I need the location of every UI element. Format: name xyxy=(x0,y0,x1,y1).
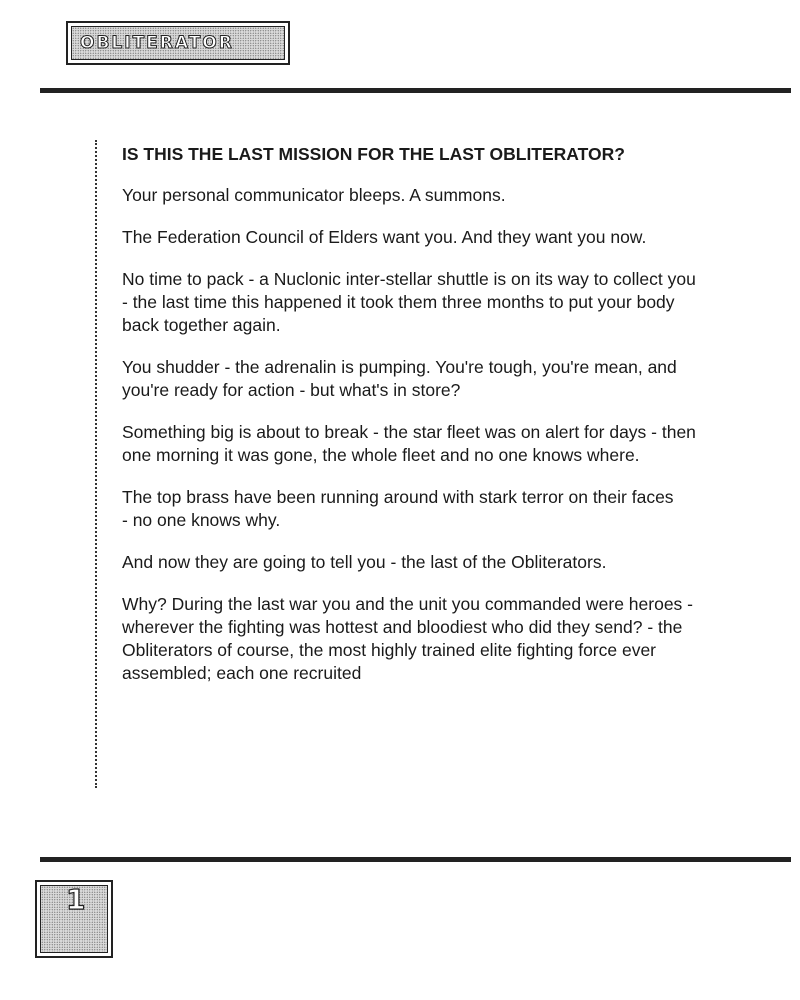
page-number: 1 xyxy=(66,883,86,916)
article-body xyxy=(122,143,742,704)
paragraph: Why? During the last war you and the unit you commanded were heroes - wherever the fighting was hottest and bloodiest who did they send? - the Obliterators of course, the most highly trained elite fighting force ever assembled; each one recruited xyxy=(122,594,693,683)
paragraph: The Federation Council of Elders want you. And they want you now. xyxy=(122,227,647,247)
paragraph: You shudder - the adrenalin is pumping. You're tough, you're mean, and you're ready for action - but what's in store? xyxy=(122,357,677,400)
bottom-rule xyxy=(40,857,791,862)
paragraph: No time to pack - a Nuclonic inter-stellar shuttle is on its way to collect you - the last time this happened it took them three months to put your body back together again. xyxy=(122,269,696,335)
page-number-box xyxy=(35,880,113,958)
article-heading: IS THIS THE LAST MISSION FOR THE LAST OBLITERATOR? xyxy=(122,144,625,164)
margin-dotted-line xyxy=(95,140,97,788)
paragraph: And now they are going to tell you - the last of the Obliterators. xyxy=(122,552,607,572)
title-banner-inner xyxy=(71,26,285,60)
paragraph: Your personal communicator bleeps. A summons. xyxy=(122,185,506,205)
document-title: OBLITERATOR xyxy=(80,32,234,53)
paragraph: The top brass have been running around with stark terror on their faces - no one knows why. xyxy=(122,487,674,530)
page-number-box-inner xyxy=(40,885,108,953)
title-banner xyxy=(66,21,290,65)
top-rule xyxy=(40,88,791,93)
paragraph: Something big is about to break - the star fleet was on alert for days - then one morning it was gone, the whole fleet and no one knows where. xyxy=(122,422,696,465)
